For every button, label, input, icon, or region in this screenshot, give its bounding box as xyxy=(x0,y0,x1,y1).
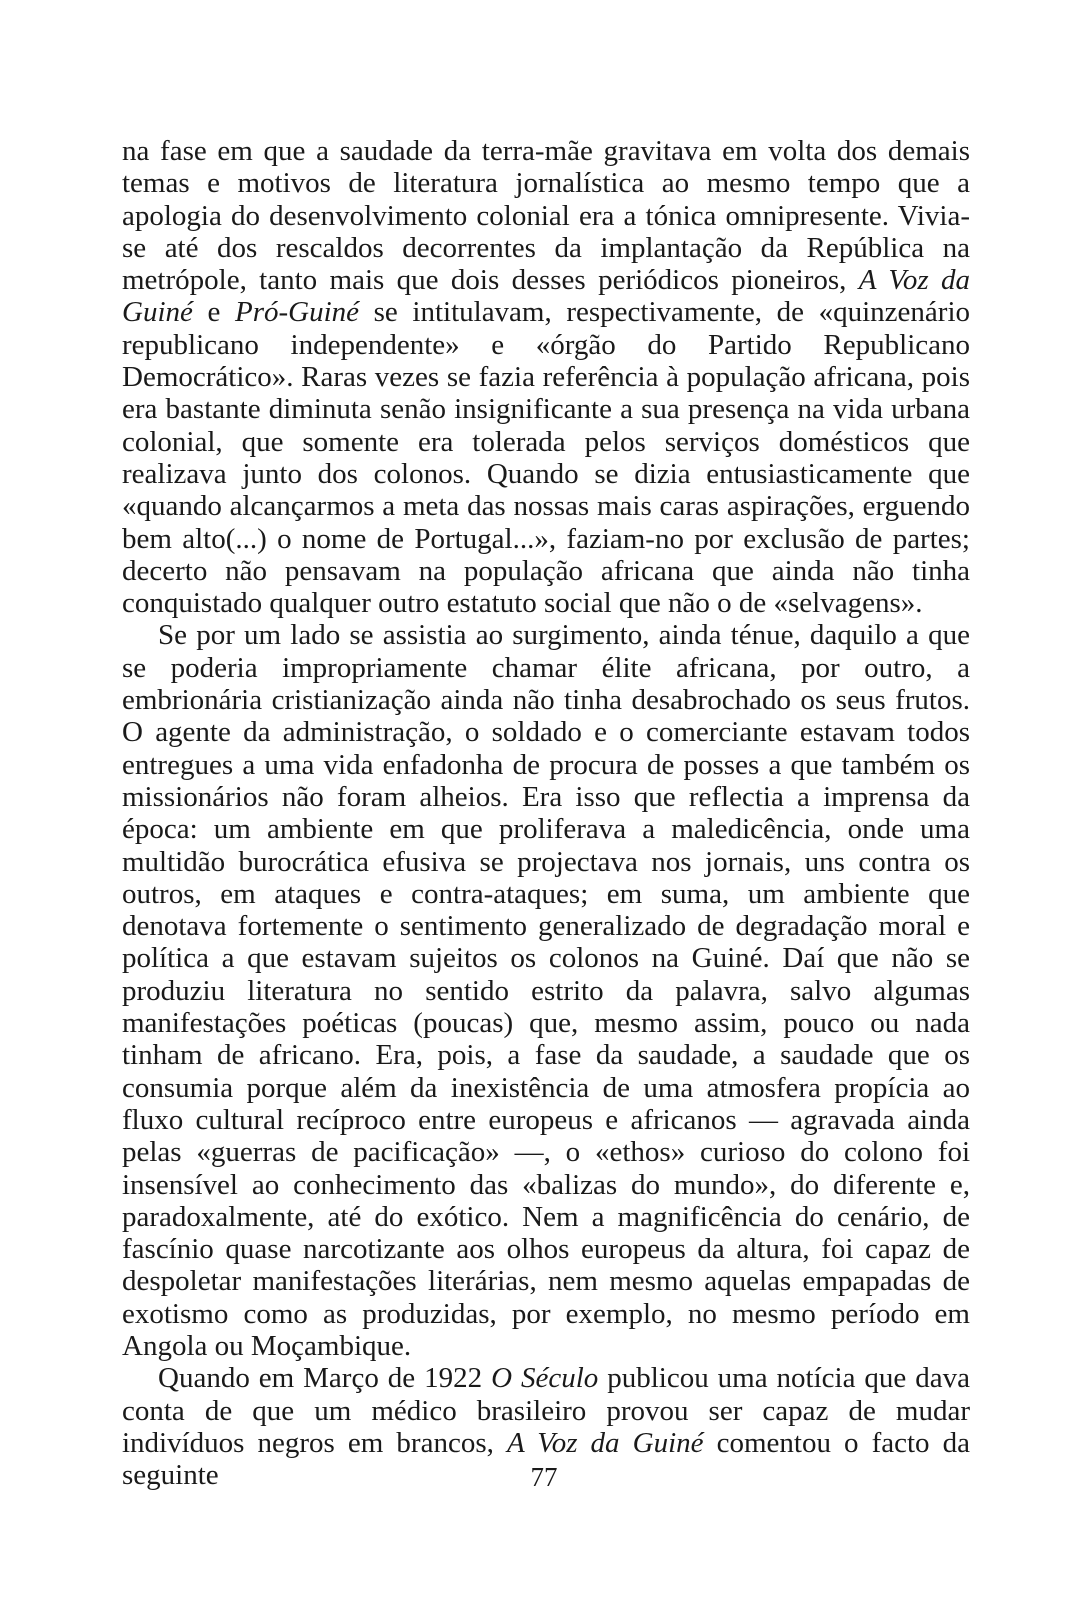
paragraph xyxy=(122,619,970,1362)
body-text xyxy=(122,135,970,1491)
italic-title: O Século xyxy=(491,1362,599,1395)
text-run: na fase em que a saudade da terra-mãe gravitava em volta dos demais temas e motivos de literatura jornalística ao mesmo tempo que a apologia do desenvolvimento colonial era a tónica omnipresente. Vivia-se até dos rescaldos decorrentes da implantação da República na metrópole, tanto mais que dois desses periódicos pioneiros, xyxy=(122,135,970,297)
text-run: comentou o facto da seguinte xyxy=(122,1426,970,1492)
text-run: publicou uma notícia que dava conta de que um médico brasileiro provou ser capaz de mudar indivíduos negros em brancos, xyxy=(122,1362,970,1459)
text-run: Quando em Março de 1922 xyxy=(158,1362,492,1395)
paragraph xyxy=(122,135,970,619)
text-run: Se por um lado se assistia ao surgimento, ainda ténue, daquilo a que se poderia impropriamente chamar élite africana, por outro, a embrionária cristianização ainda não tinha desabrochado os seus frutos. O agente da administração, o soldado e o comerciante estavam todos entregues a uma vida enfadonha de procura de posses a que também os missionários não foram alheios. Era isso que reflectia a imprensa da época: um ambiente em que proliferava a maledicência, onde uma multidão burocrática efusiva se projectava nos jornais, uns contra os outros, em ataques e contra-ataques; em suma, um ambiente que denotava fortemente o sentimento generalizado de degradação moral e política a que estavam sujeitos os colonos na Guiné. Daí que não se produziu literatura no sentido estrito da palavra, salvo algumas manifestações poéticas (poucas) que, mesmo assim, pouco ou nada tinham de africano. Era, pois, a fase da saudade, a saudade que os consumia porque além da inexistência de uma atmosfera propícia ao fluxo cultural recíproco entre europeus e africanos — agravada ainda pelas «guerras de pacificação» —, o «ethos» curioso do colono foi insensível ao conhecimento das «balizas do mundo», do diferente e, paradoxalmente, até do exótico. Nem a magnificência do cenário, de fascínio quase narcotizante aos olhos europeus da altura, foi capaz de despoletar manifestações literárias, nem mesmo aquelas empapadas de exotismo como as produzidas, por exemplo, no mesmo período em Angola ou Moçambique. xyxy=(122,619,970,1362)
italic-title: A Voz da Guiné xyxy=(122,264,971,329)
text-run: e xyxy=(192,296,235,329)
italic-title: A Voz da Guiné xyxy=(506,1426,704,1459)
text-run: se intitulavam, respectivamente, de «quinzenário republicano independente» e «órgão do Partido Republicano Democrático». Raras vezes se fazia referência à população africana, pois era bastante diminuta senão insignificante a sua presença na vida urbana colonial, que somente era tolerada pelos serviços domésticos que realizava junto dos colonos. Quando se dizia entusiasticamente que «quando alcançarmos a meta das nossas mais caras aspirações, erguendo bem alto(...) o nome de Portugal...», faziam-no por exclusão de partes; decerto não pensavam na população africana que ainda não tinha conquistado qualquer outro estatuto social que não o de «selvagens». xyxy=(122,296,970,620)
page-number: 77 xyxy=(530,1462,558,1492)
italic-title: Pró-Guiné xyxy=(234,296,360,329)
